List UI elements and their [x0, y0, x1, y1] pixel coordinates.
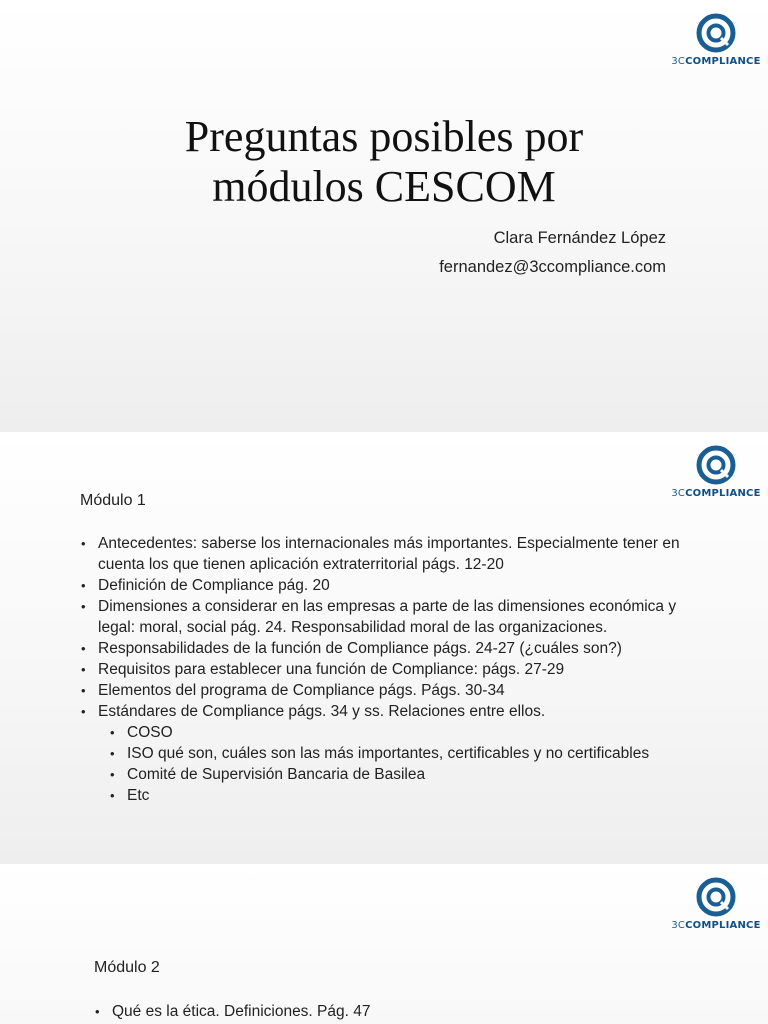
- company-logo: [666, 12, 766, 74]
- module-1-list: [79, 533, 699, 806]
- logo-prefix: 3C: [671, 920, 686, 931]
- company-logo: [666, 876, 766, 938]
- logo-brand: COMPLIANCE: [685, 488, 761, 499]
- logo-mark-icon: [695, 876, 737, 918]
- title-slide: [0, 0, 768, 432]
- list-item: • Elementos del programa de Compliance págs. Págs. 30-34: [79, 680, 699, 701]
- company-logo: [666, 444, 766, 506]
- presentation-title: [60, 112, 708, 212]
- list-item: • Antecedentes: saberse los internacionales más importantes. Especialmente tener en cuenta los que tienen aplicación extraterritorial págs. 12-20: [79, 533, 699, 575]
- list-item: [79, 701, 699, 806]
- module-1-title: Módulo 1: [80, 492, 146, 509]
- logo-brand: COMPLIANCE: [685, 920, 761, 931]
- logo-prefix: 3C: [671, 488, 686, 499]
- list-item: • Definición de Compliance pág. 20: [79, 575, 699, 596]
- logo-brand: COMPLIANCE: [685, 56, 761, 67]
- list-item: • Dimensiones a considerar en las empresas a parte de las dimensiones económica y legal: moral, social pág. 24. Responsabilidad moral de las organizaciones.: [79, 596, 699, 638]
- list-item: • Requisitos para establecer una función de Compliance: págs. 27-29: [79, 659, 699, 680]
- logo-prefix: 3C: [671, 56, 686, 67]
- sub-list-item: • Comité de Supervisión Bancaria de Basilea: [108, 764, 699, 785]
- sub-list: [98, 722, 699, 806]
- title-line-1: Preguntas posibles por: [184, 112, 584, 161]
- sub-list-item: • Etc: [108, 785, 699, 806]
- author-email: fernandez@3ccompliance.com: [439, 258, 666, 276]
- module-2-title: Módulo 2: [94, 959, 160, 976]
- author-name: Clara Fernández López: [493, 229, 666, 247]
- module-2-list: [93, 1001, 713, 1022]
- list-item-text: Estándares de Compliance págs. 34 y ss. Relaciones entre ellos.: [98, 703, 546, 720]
- sub-list-item: • ISO qué son, cuáles son las más importantes, certificables y no certificables: [108, 743, 699, 764]
- logo-mark-icon: [695, 12, 737, 54]
- sub-list-item: • COSO: [108, 722, 699, 743]
- list-item: • Responsabilidades de la función de Compliance págs. 24-27 (¿cuáles son?): [79, 638, 699, 659]
- logo-mark-icon: [695, 444, 737, 486]
- title-line-2: módulos CESCOM: [212, 162, 556, 211]
- list-item: • Qué es la ética. Definiciones. Pág. 47: [93, 1001, 713, 1022]
